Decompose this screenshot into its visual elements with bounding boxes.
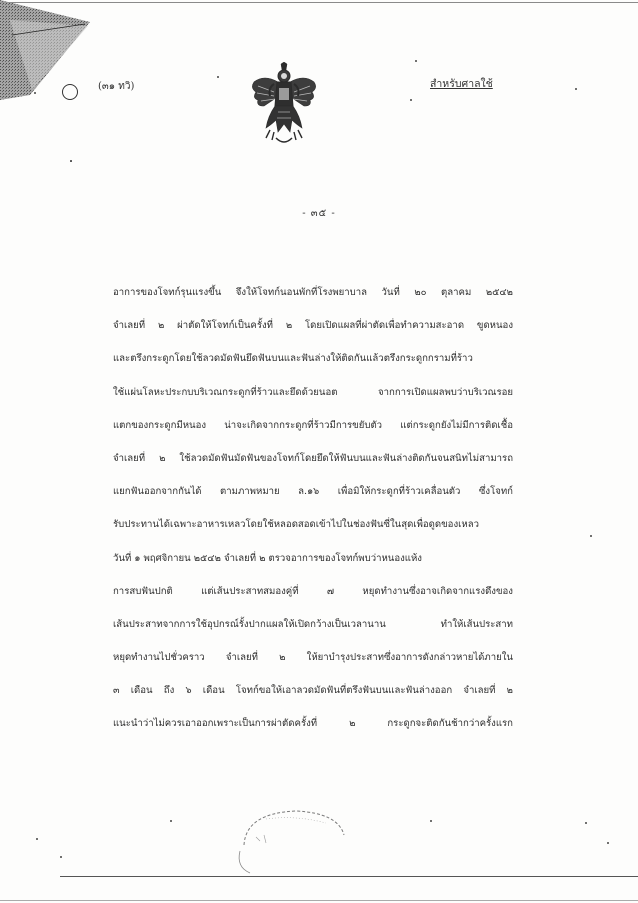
body-line: จำเลยที่ ๒ ใช้ลวดมัดฟันมัดฟันของโจทก์โดยยึดให้ฟันบนและฟันล่างติดกันจนสนิทไม่สามารถ (113, 452, 513, 464)
scan-speck (410, 99, 412, 101)
document-reference-number: (๓๑ ทวิ) (98, 81, 135, 92)
body-line: หยุดทำงานไปชั่วคราว จำเลยที่ ๒ ให้ยาบำรุงประสาทซึ่งอาการดังกล่าวหายได้ภายใน (113, 652, 513, 664)
garuda-emblem (248, 62, 320, 148)
body-line: จำเลยที่ ๒ ผ่าตัดให้โจทก์เป็นครั้งที่ ๒ โดยเปิดแผลที่ผ่าตัดเพื่อทำความสะอาด ขูดหนอง (113, 320, 513, 332)
court-use-label: สำหรับศาลใช้ (430, 78, 493, 90)
body-line: แยกฟันออกจากกันได้ ตามภาพหมาย ล.๑๖ เพื่อมิให้กระดูกที่ร้าวเคลื่อนตัว ซึ่งโจทก์ (113, 486, 513, 498)
page-number: - ๓๕ - (302, 208, 336, 219)
scan-speck (430, 820, 432, 822)
scan-speck (36, 838, 38, 840)
scan-speck (170, 820, 172, 822)
body-line: เส้นประสาทจากการใช้อุปกรณ์รั้งปากแผลให้เปิดกว้างเป็นเวลานาน ทำให้เส้นประสาท (113, 618, 513, 630)
scan-speck (585, 822, 587, 824)
body-line: อาการของโจทก์รุนแรงขึ้น จึงให้โจทก์นอนพักที่โรงพยาบาล วันที่ ๒๐ ตุลาคม ๒๕๔๒ (113, 287, 513, 298)
scan-edge-bottom (0, 900, 638, 901)
scan-speck (34, 92, 36, 94)
body-text (113, 286, 513, 751)
scan-speck (607, 842, 609, 844)
scan-edge-bottom (60, 876, 638, 877)
body-line: แตกของกระดูกมีหนอง น่าจะเกิดจากกระดูกที่ร้าวมีการขยับตัว แต่กระดูกยังไม่มีการติดเชื้อ (113, 419, 513, 431)
scan-speck (217, 76, 219, 78)
body-line: การสบฟันปกติ แต่เส้นประสาทสมองคู่ที่ ๗ หยุดทำงานซึ่งอาจเกิดจากแรงดึงของ (113, 585, 513, 597)
body-line: ใช้แผ่นโลหะประกบบริเวณกระดูกที่ร้าวและยึดด้วยนอต จากการเปิดแผลพบว่าบริเวณรอย (113, 386, 513, 398)
body-line: รับประทานได้เฉพาะอาหารเหลวโดยใช้หลอดสอดเข้าไปในช่องฟันซี่ในสุดเพื่อดูดของเหลว (113, 519, 479, 531)
scan-speck (60, 856, 62, 858)
scan-speck (70, 160, 72, 162)
punch-hole (62, 84, 78, 100)
court-seal-stamp (226, 805, 356, 875)
scan-speck (575, 88, 577, 90)
body-line: วันที่ ๑ พฤศจิกายน ๒๕๔๒ จำเลยที่ ๒ ตรวจอาการของโจทก์พบว่าหนองแห้ง (113, 552, 422, 564)
scan-speck (415, 60, 417, 62)
body-line: ๓ เดือน ถึง ๖ เดือน โจทก์ขอให้เอาลวดมัดฟันที่ตรึงฟันบนและฟันล่างออก จำเลยที่ ๒ (113, 685, 513, 697)
scan-speck (590, 535, 592, 537)
body-line: แนะนำว่าไม่ควรเอาออกเพราะเป็นการผ่าตัดครั้งที่ ๒ กระดูกจะติดกันช้ากว่าครั้งแรก (113, 718, 513, 730)
body-line: และตรึงกระดูกโดยใช้ลวดมัดฟันยึดฟันบนและฟันล่างให้ติดกันแล้วตรึงกระดูกกรามที่ร้าว (113, 353, 473, 365)
